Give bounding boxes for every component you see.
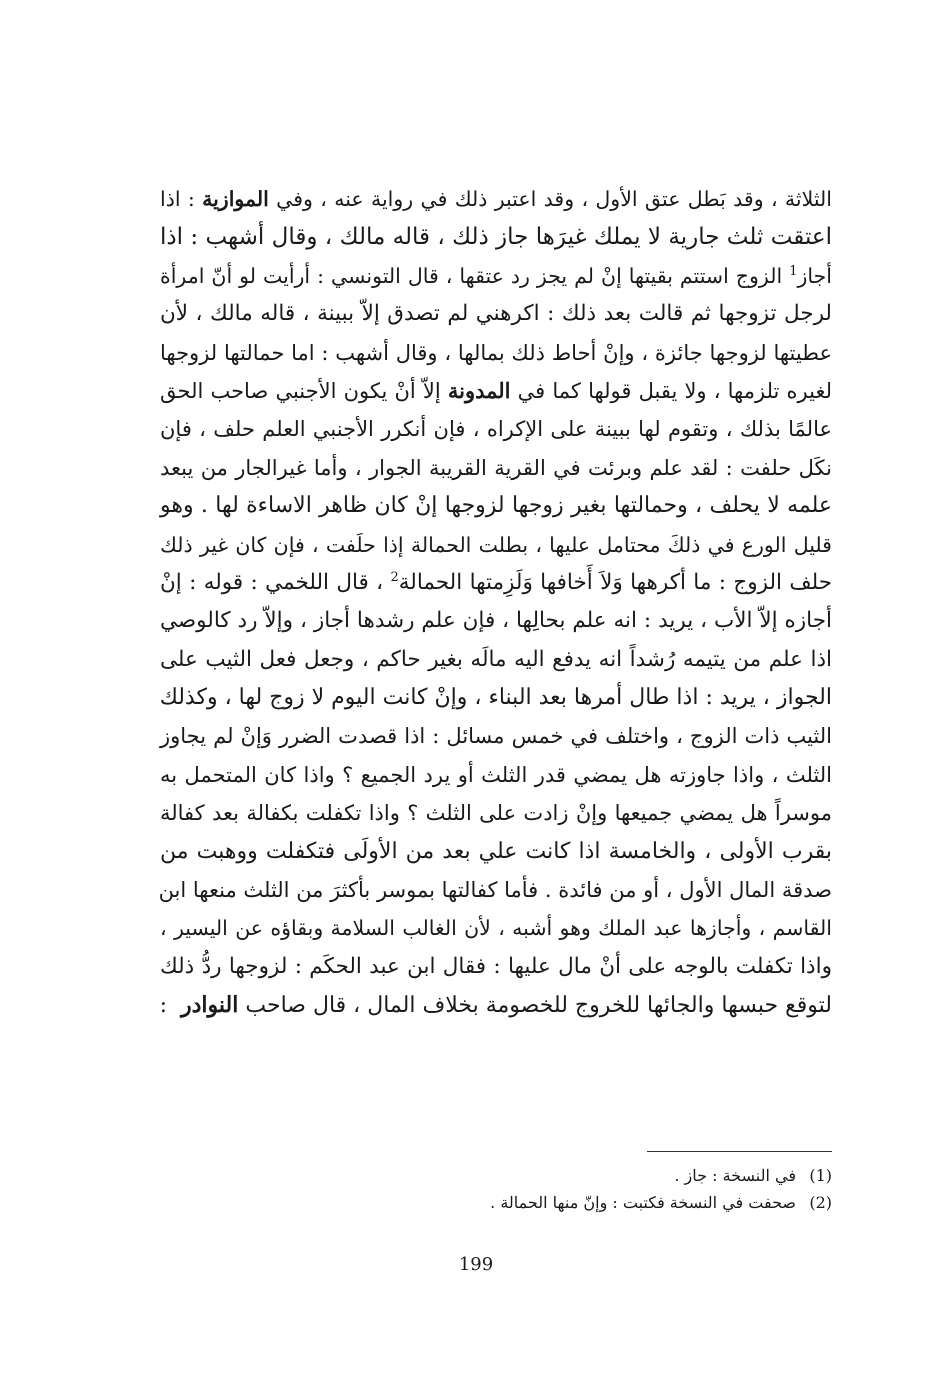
footnote-ref-1: 1 xyxy=(789,263,798,279)
main-text xyxy=(160,180,832,1025)
text-line: القاسم ، وأجازها عبد الملك وهو أشبه ، لأن الغالب السلامة وبقاؤه عن اليسير ، xyxy=(160,916,832,941)
term-mudawwana: المدونة xyxy=(447,377,511,403)
text-line: اعتقت ثلث جارية لا يملك غيرَها جاز ذلك ، قاله مالك ، وقال أشهب : اذا xyxy=(160,224,832,251)
text-line: نكَل حلفت : لقد علم وبرئت في القرية القريبة الجوار ، وأما غيرالجار من يبعد xyxy=(160,455,832,480)
text-line: حلف الزوج : ما أكرهها وَلاَ أَخافها وَلَزِمتها الحمالة$^2$ ، قال اللخمي : قوله : إنْ xyxy=(160,569,832,595)
text-line: عطيتها لزوجها جائزة ، وإنْ أحاط ذلك بمالها ، وقال أشهب : اما حمالتها لزوجها xyxy=(160,340,832,365)
text-line: الثلاثة ، وقد بَطل عتق الأول ، وقد اعتبر ذلك في رواية عنه ، وفي الموازية : اذا xyxy=(160,187,832,211)
text-line: عالمًا بذلك ، وتقوم لها ببينة على الإكراه ، فإن أنكرر الأجنبي العلم حلف ، فإن xyxy=(160,417,832,442)
text-line: واذا تكفلت بالوجه على أنْ مال عليها : فقال ابن عبد الحكَم : لزوجها ردُّ ذلك xyxy=(160,953,832,979)
text-line: الثلث ، واذا جاوزته هل يمضي قدر الثلث أو يرد الجميع ؟ واذا كان المتحمل به xyxy=(160,762,832,787)
text-line: موسراً هل يمضي جميعها وإنْ زادت على الثلث ؟ واذا تكفلت بكفالة بعد كفالة xyxy=(160,801,832,826)
text-line: أجازه إلاّ الأب ، يريد : انه علم بحالِها ، فإن علم رشدها أجاز ، وإلاّ رد كالوصي xyxy=(160,608,833,634)
text-line: أجاز$^1$ الزوج استتم بقيتها إنْ لم يجز رد عتقها ، قال التونسي : أرأيت لو أنّ امرأة xyxy=(160,263,832,288)
footnote-separator xyxy=(647,1151,832,1152)
text-line: لتوقع حبسها والجائها للخروج للخصومة بخلاف المال ، قال صاحب النوادر : xyxy=(159,992,832,1019)
footnotes xyxy=(360,1162,832,1216)
text-line: صدقة المال الأول ، أو من فائدة . فأما كفالتها بموسر بأكثرَ من الثلث منعها ابن xyxy=(158,878,832,903)
text-line: الجواز ، يريد : اذا طال أمرها بعد البناء ، وإنْ كانت اليوم لا زوج لها ، وكذلك xyxy=(159,685,832,711)
term-nawadir: النوادر xyxy=(181,992,239,1019)
text-line: الثيب ذات الزوج ، واختلف في خمس مسائل : اذا قصدت الضرر وَإنْ لم يجاوز xyxy=(160,724,832,749)
text-line: بقرب الأولى ، والخامسة اذا كانت علي بعد من الأولَى فتكفلت ووهبت من xyxy=(160,838,832,864)
text-line: اذا علم من يتيمه رُشداً انه يدفع اليه مالَه بغير حاكم ، وجعل فعل الثيب على xyxy=(160,646,832,672)
text-line: علمه لا يحلف ، وحمالتها بغير زوجها لزوجها إنْ كان ظاهر الاساءة لها . وهو xyxy=(160,493,832,519)
footnote-ref-2: 2 xyxy=(390,569,399,585)
text-line: قليل الورع في ذلكَ محتامل عليها ، بطلت الحمالة إذا حلَفت ، فإن كان غير ذلك xyxy=(160,532,832,557)
footnote-number: (2) xyxy=(809,1193,832,1212)
page-number: 199 xyxy=(458,1254,494,1275)
footnote-number: (1) xyxy=(809,1166,832,1185)
text-line: لغيره تلزمها ، ولا يقبل قولها كما في المدونة إلاّ أنْ يكون الأجنبي صاحب الحق xyxy=(160,377,832,403)
footnote-text: صحفت في النسخة فكتبت : وإنّ منها الحمالة . xyxy=(490,1193,796,1212)
footnote-1 xyxy=(360,1162,832,1189)
footnote-2 xyxy=(360,1189,832,1216)
term-mawaziya: الموازية xyxy=(202,187,269,211)
text-line: لرجل تزوجها ثم قالت بعد ذلك : اكرهني لم تصدق إلاّ ببينة ، قاله مالك ، لأن xyxy=(160,301,832,327)
footnote-text: في النسخة : جاز . xyxy=(674,1166,796,1185)
